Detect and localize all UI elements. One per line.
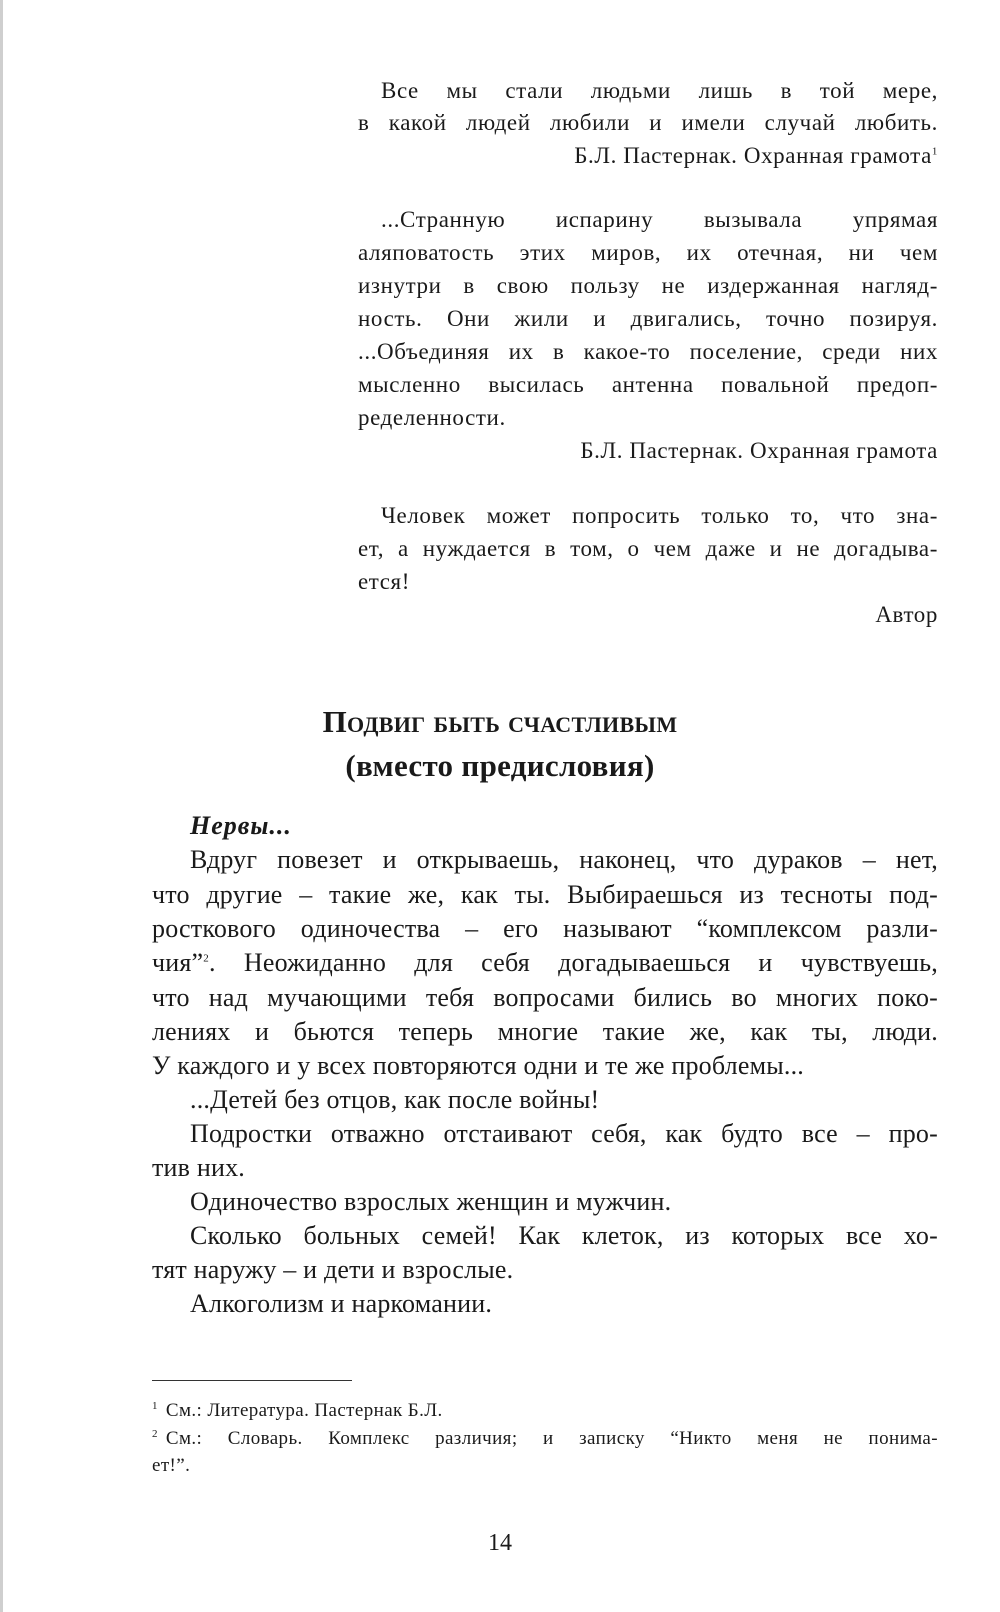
epigraph-line: ...Объединяя их в какое-то поселение, среди них: [358, 339, 938, 364]
body-line: что другие – такие же, как ты. Выбираешься из тесноты под-: [152, 880, 938, 909]
chapter-title: Подвиг быть счастливым: [322, 704, 678, 739]
body-line: Алкоголизм и наркомании.: [190, 1289, 493, 1318]
epigraph-line: мысленно высилась антенна повальной предоп-: [358, 372, 938, 397]
body-line: тив них.: [152, 1153, 245, 1182]
chapter-subtitle: (вместо предисловия): [345, 748, 655, 783]
epigraph-attribution: Б.Л. Пастернак. Охранная грамота: [580, 438, 938, 463]
body-line: лениях и бьются теперь многие такие же, как ты, люди.: [152, 1017, 938, 1046]
epigraph-line: изнутри в свою пользу не издержанная нагляд-: [358, 273, 938, 298]
footnote-divider: [152, 1380, 352, 1381]
footnote-number: 2: [152, 1427, 158, 1440]
epigraph-line: ...Странную испарину вызывала упрямая: [381, 207, 938, 232]
epigraph-attribution: [574, 143, 938, 169]
epigraph-line: ется!: [358, 569, 410, 594]
epigraph-line: ность. Они жили и двигались, точно позируя.: [358, 306, 938, 331]
footnote-1: [152, 1400, 443, 1422]
footnote-text: См.: Словарь. Комплекс различия; и записку “Никто меня не понима-: [165, 1428, 938, 1449]
body-line: ...Детей без отцов, как после войны!: [190, 1085, 600, 1114]
epigraph-line: аляповатость этих миров, их отечная, ни чем: [358, 240, 938, 265]
body-line: Вдруг повезет и открываешь, наконец, что дураков – нет,: [190, 845, 938, 874]
footnote-text: См.: Литература. Пастернак Б.Л.: [165, 1400, 443, 1421]
footnote-ref: 1: [931, 145, 938, 158]
page-number: 14: [488, 1530, 512, 1556]
footnote-ref: 2: [203, 952, 209, 965]
attribution-text: Б.Л. Пастернак. Охранная грамота: [574, 143, 932, 168]
footnote-number: 1: [152, 1399, 158, 1412]
epigraph-line: Человек может попросить только то, что зна-: [381, 503, 938, 528]
body-line: росткового одиночества – его называют “комплексом разли-: [152, 914, 938, 943]
body-fragment: . Неожиданно для себя догадываешься и чувствуешь,: [209, 948, 938, 977]
footnote-2-cont: ет!”.: [152, 1455, 191, 1476]
body-line: У каждого и у всех повторяются одни и те же проблемы...: [152, 1051, 804, 1080]
body-line: Сколько больных семей! Как клеток, из которых все хо-: [190, 1221, 938, 1250]
epigraph-line: ет, а нуждается в том, о чем даже и не догадыва-: [358, 536, 938, 561]
epigraph-line: в какой людей любили и имели случай любить.: [358, 110, 938, 135]
section-subheading: Нервы...: [190, 811, 292, 840]
epigraph-line: ределенности.: [358, 405, 506, 430]
body-line: тят наружу – и дети и взрослые.: [152, 1255, 514, 1284]
footnote-2: [152, 1428, 938, 1450]
page-edge-shadow: [0, 0, 3, 1612]
body-line: Подростки отважно отстаивают себя, как будто все – про-: [190, 1119, 938, 1148]
body-fragment: чия”: [152, 948, 204, 977]
epigraph-attribution: Автор: [875, 602, 938, 627]
body-line: [152, 948, 938, 978]
body-line: что над мучающими тебя вопросами бились во многих поко-: [152, 983, 938, 1012]
epigraph-line: Все мы стали людьми лишь в той мере,: [381, 78, 938, 103]
body-line: Одиночество взрослых женщин и мужчин.: [190, 1187, 672, 1216]
